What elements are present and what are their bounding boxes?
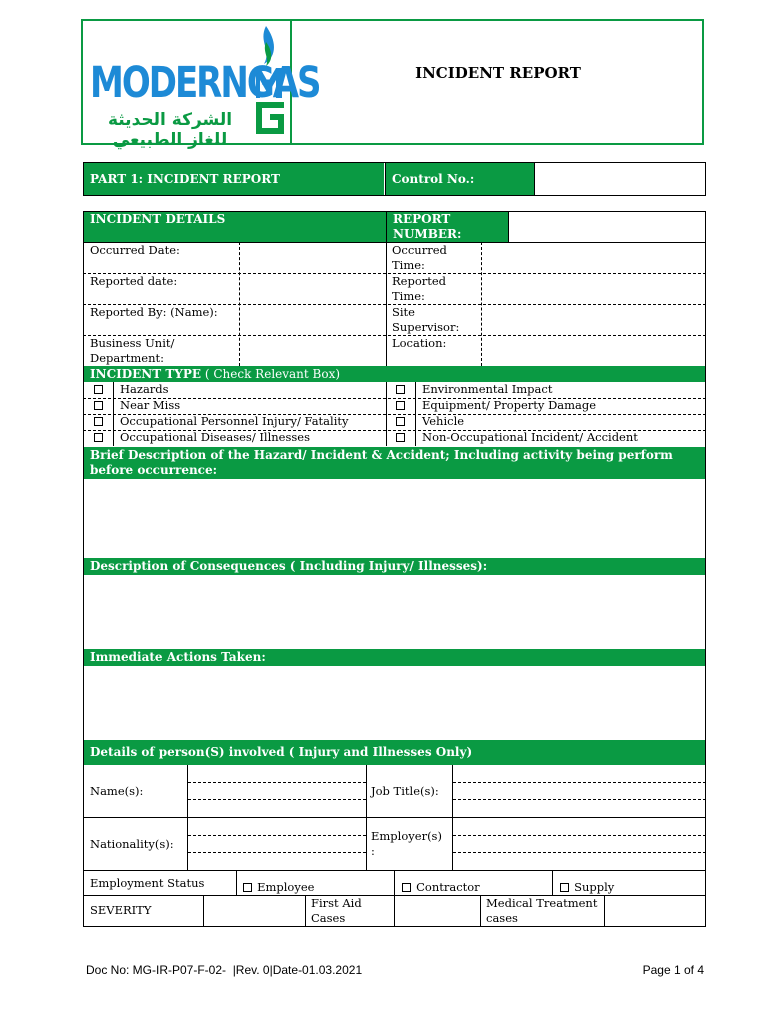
reported-by-label: Reported By: (Name): <box>90 305 218 319</box>
page-title: INCIDENT REPORT <box>415 64 581 82</box>
doc-number: Doc No: MG-IR-P07-F-02- |Rev. 0|Date-01.03.2021 <box>86 963 363 977</box>
environmental-impact-checkbox[interactable] <box>396 385 405 394</box>
equipment-damage-label: Equipment/ Property Damage <box>422 398 597 412</box>
incident-details-heading: INCIDENT DETAILS <box>84 212 386 242</box>
non-occupational-checkbox[interactable] <box>396 433 405 442</box>
job-title-label: Job Title(s): <box>371 784 439 798</box>
consequences-heading: Description of Consequences ( Including Injury/ Illnesses): <box>84 558 705 575</box>
employee-label: Employee <box>257 880 315 894</box>
names-field[interactable] <box>189 766 365 816</box>
incident-type-note: ( Check Relevant Box) <box>201 367 341 381</box>
page-number: Page 1 of 4 <box>642 963 704 977</box>
business-unit-field[interactable] <box>241 336 385 365</box>
occupational-diseases-label: Occupational Diseases/ Illnesses <box>120 430 310 444</box>
occupational-diseases-checkbox[interactable] <box>94 433 103 442</box>
non-occupational-label: Non-Occupational Incident/ Accident <box>422 430 638 444</box>
employee-option[interactable] <box>243 876 314 895</box>
occupational-injury-checkbox[interactable] <box>94 417 103 426</box>
severity-field[interactable] <box>205 896 304 926</box>
vehicle-checkbox[interactable] <box>396 417 405 426</box>
reported-date-field[interactable] <box>241 274 385 303</box>
contractor-option[interactable] <box>402 876 480 895</box>
reported-time-label: Reported Time: <box>392 274 447 303</box>
incident-type-heading <box>84 366 705 382</box>
company-logo <box>88 24 320 150</box>
occurred-time-field[interactable] <box>483 243 705 272</box>
immediate-actions-heading: Immediate Actions Taken: <box>84 649 705 666</box>
vehicle-label: Vehicle <box>422 414 465 428</box>
consequences-field[interactable] <box>84 576 705 648</box>
report-number-label: REPORT NUMBER: <box>386 212 508 242</box>
hazards-label: Hazards <box>120 382 169 396</box>
contractor-label: Contractor <box>416 880 480 894</box>
environmental-impact-label: Environmental Impact <box>422 382 553 396</box>
severity-label: SEVERITY <box>90 903 152 917</box>
supply-label: Supply <box>574 880 615 894</box>
nationality-field[interactable] <box>189 818 365 869</box>
incident-type-title: INCIDENT TYPE <box>90 367 202 381</box>
job-title-field[interactable] <box>454 766 705 816</box>
location-label: Location: <box>392 336 447 350</box>
brief-description-heading: Brief Description of the Hazard/ Incident & Accident; Including activity being perform before occurrence: <box>84 447 705 479</box>
site-supervisor-label: Site Supervisor: <box>392 305 460 334</box>
logo-arabic-text: الشركة الحديثة للغاز الطبيعي <box>107 110 233 150</box>
reported-by-field[interactable] <box>241 305 385 334</box>
medical-treatment-field[interactable] <box>606 896 705 926</box>
occurred-date-label: Occurred Date: <box>90 243 180 257</box>
employer-label: Employer(s) : <box>371 829 442 858</box>
nationality-label: Nationality(s): <box>90 837 174 851</box>
occurred-date-field[interactable] <box>241 243 385 272</box>
near-miss-checkbox[interactable] <box>94 401 103 410</box>
occupational-injury-label: Occupational Personnel Injury/ Fatality <box>120 414 349 428</box>
employment-status-label: Employment Status <box>90 876 205 890</box>
reported-date-label: Reported date: <box>90 274 178 288</box>
business-unit-label: Business Unit/ Department: <box>90 336 175 365</box>
immediate-actions-field[interactable] <box>84 667 705 739</box>
hazards-checkbox[interactable] <box>94 385 103 394</box>
first-aid-field[interactable] <box>396 896 479 926</box>
control-no-label: Control No.: <box>385 163 534 195</box>
employee-checkbox[interactable] <box>243 883 252 892</box>
part1-label: PART 1: INCIDENT REPORT <box>84 163 384 195</box>
medical-treatment-label: Medical Treatment cases <box>486 896 598 925</box>
persons-involved-heading: Details of person(S) involved ( Injury and Illnesses Only) <box>84 740 705 765</box>
employer-field[interactable] <box>454 818 705 869</box>
names-label: Name(s): <box>90 784 144 798</box>
occurred-time-label: Occurred Time: <box>392 243 447 272</box>
contractor-checkbox[interactable] <box>402 883 411 892</box>
equipment-damage-checkbox[interactable] <box>396 401 405 410</box>
control-no-field[interactable] <box>535 163 705 195</box>
first-aid-label: First Aid Cases <box>311 896 362 925</box>
location-field[interactable] <box>483 336 705 365</box>
supply-checkbox[interactable] <box>560 883 569 892</box>
supply-option[interactable] <box>560 876 614 895</box>
logo-text: MODERNGAS <box>90 58 320 108</box>
report-number-field[interactable] <box>509 212 705 242</box>
reported-time-field[interactable] <box>483 274 705 303</box>
near-miss-label: Near Miss <box>120 398 181 412</box>
brief-description-field[interactable] <box>84 479 705 557</box>
site-supervisor-field[interactable] <box>483 305 705 334</box>
